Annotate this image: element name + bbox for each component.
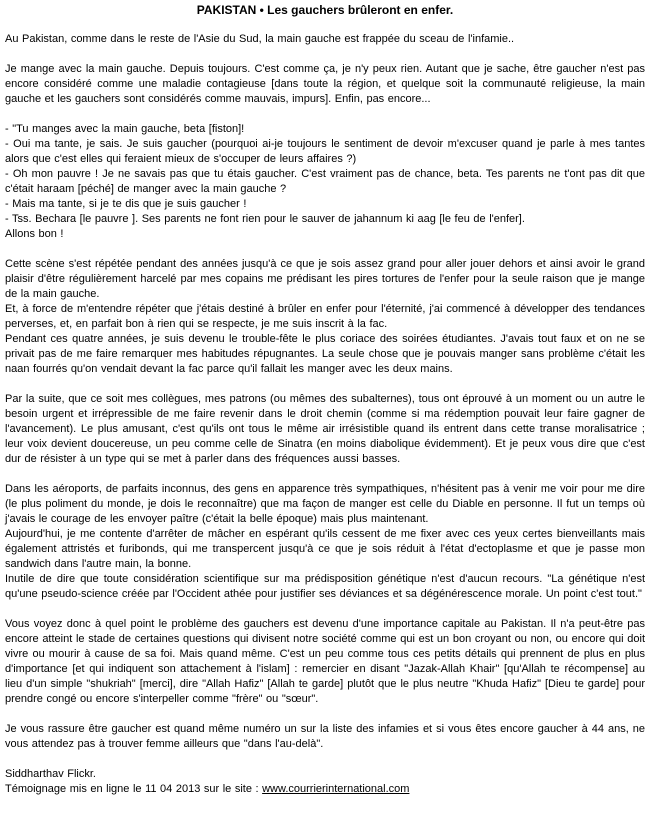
paragraph-line: Au Pakistan, comme dans le reste de l'Asie du Sud, la main gauche est frappée du sceau de l'infamie.. bbox=[5, 33, 515, 45]
paragraph-line: Pendant ces quatre années, je suis devenu le trouble-fête le plus coriace des soirées étudiantes. J'avais tout faux et on ne se privait pas de me faire remarquer mes habitudes répugnantes. La seule chose que je pouvais manger sans problème c'était les naan fourrés qu'on vendait devant la fac parce qu'il fallait les manger avec les deux mains. bbox=[5, 333, 645, 375]
paragraph bbox=[5, 617, 645, 707]
paragraph-line: Inutile de dire que toute considération scientifique sur ma prédisposition génétique n'est d'aucun recours. "La génétique n'est qu'une pseudo-science créée par l'Occident athée pour justifier ses déviances et sa dégénérescence morale. Un point c'est tout." bbox=[5, 573, 645, 600]
document-body bbox=[5, 32, 645, 752]
document-footer bbox=[5, 767, 645, 797]
source-line-prefix: Témoignage mis en ligne le 11 04 2013 sur le site : bbox=[5, 783, 263, 795]
paragraph-line: - Mais ma tante, si je te dis que je suis gaucher ! bbox=[5, 198, 247, 210]
paragraph-line: Et, à force de m'entendre répéter que j'étais destiné à brûler en enfer pour l'éternité, j'ai commencé à développer des tendances perverses, et, en parfait bon à rien qui se respecte, je me suis inscrit à la fac. bbox=[5, 303, 645, 330]
paragraph bbox=[5, 62, 645, 107]
document-title: PAKISTAN • Les gauchers brûleront en enfer. bbox=[196, 3, 454, 17]
paragraph bbox=[5, 122, 645, 242]
source-url-link[interactable]: www.courrierinternational.com bbox=[262, 783, 410, 795]
paragraph-line: - "Tu manges avec la main gauche, beta [fiston]! bbox=[5, 123, 245, 135]
paragraph bbox=[5, 722, 645, 752]
paragraph-line: Je mange avec la main gauche. Depuis toujours. C'est comme ça, je n'y peux rien. Autant que je sache, être gaucher n'est pas encore considéré comme une maladie contagieuse [dans toute la région, et quelque soit la communauté religieuse, la main gauche et les gauchers sont considérés comme mauvais, impurs]. Enfin, pas encore... bbox=[5, 63, 645, 105]
paragraph bbox=[5, 257, 645, 377]
paragraph-line: Cette scène s'est répétée pendant des années jusqu'à ce que je sois assez grand pour aller jouer dehors et ainsi avoir le grand plaisir d'être régulièrement harcelé par mes copains me prédisant les pires tortures de l'enfer pour la seule raison que je mange de la main gauche. bbox=[5, 258, 645, 300]
paragraph bbox=[5, 392, 645, 467]
paragraph-line: - Oh mon pauvre ! Je ne savais pas que tu étais gaucher. C'est vraiment pas de chance, beta. Tes parents ne t'ont pas dit que c'était haraam [péché] de manger avec la main gauche ? bbox=[5, 168, 645, 195]
paragraph-line: - Tss. Bechara [le pauvre ]. Ses parents ne font rien pour le sauver de jahannum ki aag [le feu de l'enfer]. bbox=[5, 213, 525, 225]
paragraph-line: Aujourd'hui, je me contente d'arrêter de mâcher en espérant qu'ils cessent de me fixer avec ces yeux certes bienveillants mais également attristés et furibonds, qui me transpercent jusqu'à ce que je sois réduit à l'état d'ectoplasme et que je passe mon sandwich dans l'autre main, la bonne. bbox=[5, 528, 645, 570]
paragraph bbox=[5, 32, 645, 47]
paragraph-line: Vous voyez donc à quel point le problème des gauchers est devenu d'une importance capitale au Pakistan. Il n'a peut-être pas encore atteint le stade de certaines questions qui divisent notre société comme qui est un bon croyant ou non, ou encore qui doit vivre ou mourir à cause de sa foi. Mais quand même. C'est un peu comme tous ces petits détails qui prennent de plus en plus d'importance [et qui indiquent son attachement à l'islam] : remercier en disant "Jazak-Allah Khair" [qu'Allah te récompense] au lieu d'un simple "shukriah" [merci], dire "Allah Hafiz" [Allah te garde] plutôt que le plus neutre "Khuda Hafiz" [Dieu te garde] pour prendre congé ou encore s'interpeller comme "frère" ou "sœur". bbox=[5, 618, 645, 705]
paragraph bbox=[5, 482, 645, 602]
paragraph-line: - Oui ma tante, je sais. Je suis gaucher (pourquoi ai-je toujours le sentiment de devoir m'excuser quand je parle à mes tantes alors que c'est elles qui feraient mieux de s'occuper de leurs affaires ?) bbox=[5, 138, 645, 165]
author-line: Siddharthav Flickr. bbox=[5, 768, 96, 780]
paragraph-line: Dans les aéroports, de parfaits inconnus, des gens en apparence très sympathiques, n'hésitent pas à venir me voir pour me dire (le plus poliment du monde, je dois le reconnaître) que ma façon de manger est celle du Diable en personne. Il fut un temps où j'avais le courage de les envoyer paître (c'était la belle époque) mais plus maintenant. bbox=[5, 483, 645, 525]
paragraph-line: Par la suite, que ce soit mes collègues, mes patrons (ou mêmes des subalternes), tous ont éprouvé à un moment ou un autre le besoin urgent et irrépressible de me faire revenir dans le droit chemin (comme si ma rédemption pouvait leur faire gagner de l'avancement). Le plus amusant, c'est qu'ils ont tous le même air irrésistible quand ils entrent dans cette transe moralisatrice ; leur voix devient doucereuse, un peu comme celle de Sinatra (en moins diabolique évidemment). Et je peux vous dire que c'est dur de résister à un type qui se met à parler dans des fréquences aussi basses. bbox=[5, 393, 645, 465]
paragraph-line: Je vous rassure être gaucher est quand même numéro un sur la liste des infamies et si vous êtes encore gaucher à 44 ans, ne vous attendez pas à trouver femme ailleurs que "dans l'au-delà". bbox=[5, 723, 645, 750]
paragraph-line: Allons bon ! bbox=[5, 228, 64, 240]
